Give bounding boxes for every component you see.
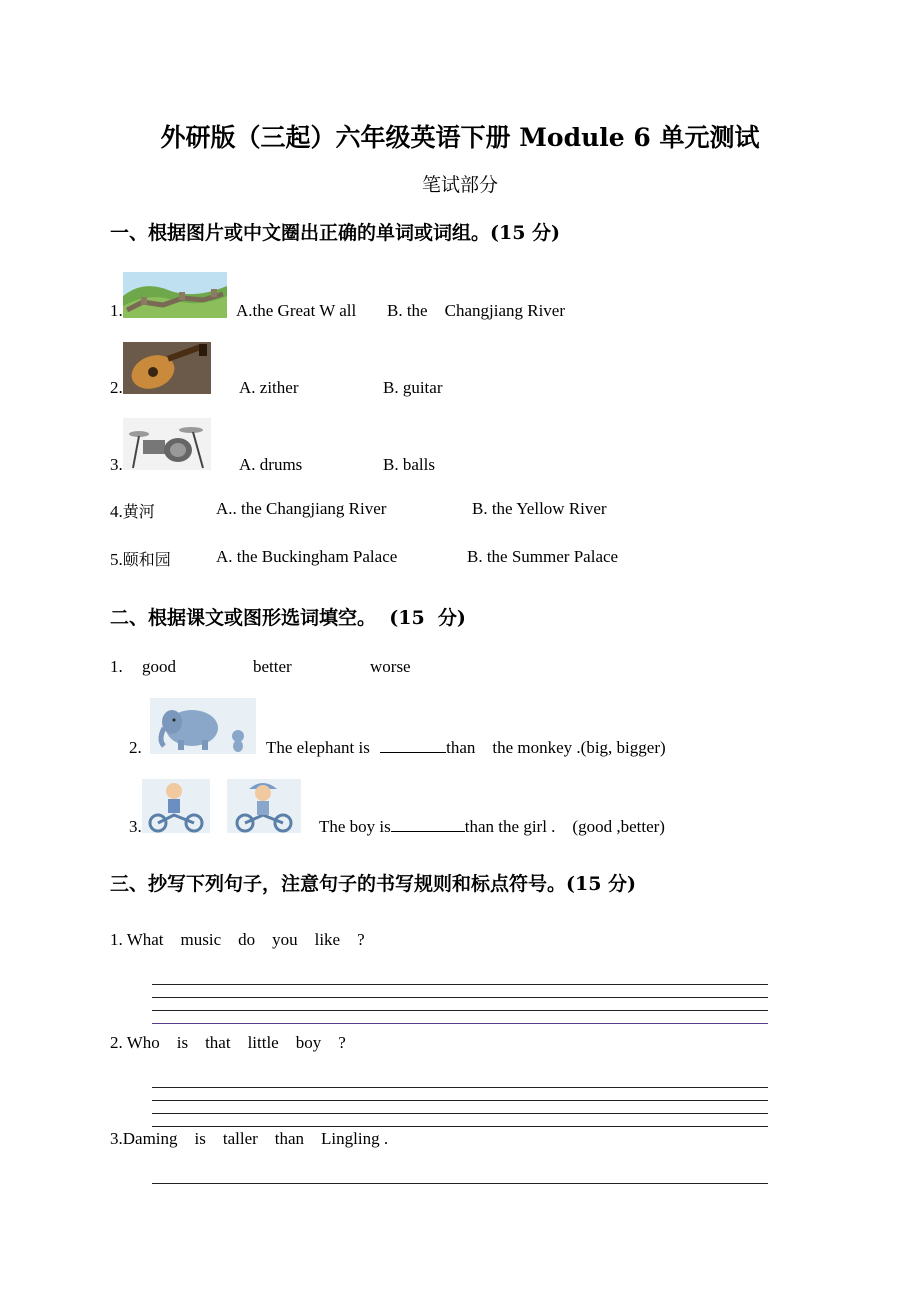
s1-item4-option-a: A.. the Changjiang River: [216, 499, 387, 518]
s2-word-better: better: [253, 657, 292, 676]
s3-sentence-3: 3.Daming is taller than Lingling .: [110, 1129, 389, 1148]
boy-on-bike-image: [142, 779, 210, 833]
girl-on-bike-image: [227, 779, 301, 833]
writing-line[interactable]: [152, 984, 768, 985]
s1-item2-num: 2.: [110, 378, 123, 397]
writing-line[interactable]: [152, 997, 768, 998]
section3-heading: 三、抄写下列句子，注意句子的书写规则和标点符号。(15 分): [110, 873, 637, 895]
s2-item3-before: The boy is: [319, 817, 391, 836]
guitar-image: [123, 342, 211, 394]
elephant-monkey-image: [150, 698, 256, 754]
drums-image: [123, 418, 211, 470]
s1-item2-option-a: A. zither: [239, 378, 299, 397]
s1-item5-chinese: 颐和园: [122, 550, 171, 569]
s1-item5-option-b: B. the Summer Palace: [467, 547, 619, 566]
s2-word-good: good: [142, 657, 176, 676]
s1-item4-chinese: 黄河: [122, 502, 155, 521]
s1-item1-option-b: B. the Changjiang River: [387, 301, 566, 320]
s1-item4-option-b: B. the Yellow River: [472, 499, 607, 518]
s2-item3-num: 3.: [129, 817, 142, 836]
writing-line[interactable]: [152, 1126, 768, 1127]
s1-item4-num: 4.: [110, 502, 123, 521]
writing-line[interactable]: [152, 1087, 768, 1088]
writing-line[interactable]: [152, 1183, 768, 1184]
s1-item2-option-b: B. guitar: [383, 378, 443, 397]
s2-item3-blank[interactable]: [391, 830, 465, 832]
s3-sentence-2: 2. Who is that little boy ?: [110, 1033, 346, 1052]
s2-item2-sentence: [266, 738, 666, 758]
s2-item3-after: than the girl . (good ,better): [464, 817, 665, 836]
s1-item5-option-a: A. the Buckingham Palace: [216, 547, 398, 566]
section2-heading: 二、根据课文或图形选词填空。 (15 分): [110, 607, 466, 629]
writing-line[interactable]: [152, 1023, 768, 1024]
s2-word-worse: worse: [370, 657, 411, 676]
writing-line[interactable]: [152, 1113, 768, 1114]
s2-item2-num: 2.: [129, 738, 142, 757]
writing-line[interactable]: [152, 1010, 768, 1011]
page-title: 外研版（三起）六年级英语下册 Module 6 单元测试: [160, 123, 760, 152]
s1-item4-label: [110, 499, 155, 522]
s2-item2-before: The elephant is: [266, 738, 370, 757]
section1-heading: 一、根据图片或中文圈出正确的单词或词组。(15 分): [110, 222, 561, 244]
page-subtitle: 笔试部分: [421, 174, 498, 196]
great-wall-image: [123, 272, 227, 318]
s1-item5-label: [110, 547, 171, 570]
s1-item3-num: 3.: [110, 455, 123, 474]
writing-line[interactable]: [152, 1100, 768, 1101]
s2-item3-sentence: [319, 817, 665, 837]
s1-item3-option-b: B. balls: [383, 455, 435, 474]
s2-item1-num: 1.: [110, 657, 123, 676]
s1-item3-option-a: A. drums: [239, 455, 303, 474]
s3-sentence-1: 1. What music do you like ?: [110, 930, 365, 949]
s2-item2-blank[interactable]: [380, 751, 446, 753]
s1-item1-option-a: A.the Great W all: [236, 301, 357, 320]
s1-item5-num: 5.: [110, 550, 123, 569]
s2-item2-after: than the monkey .(big, bigger): [446, 738, 666, 757]
s1-item1-num: 1.: [110, 301, 123, 320]
